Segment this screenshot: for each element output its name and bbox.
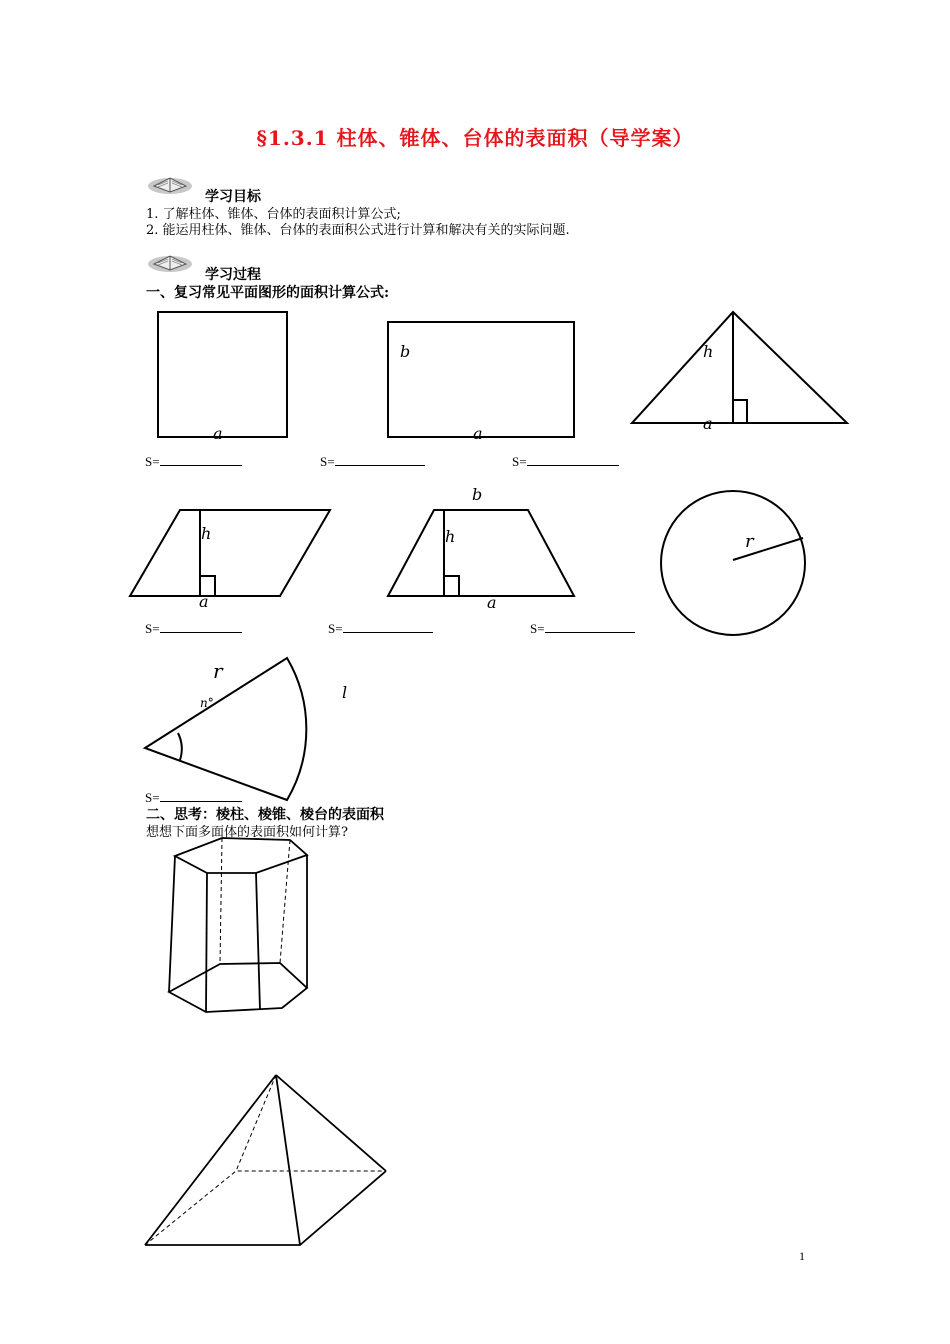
label-rect-a: a (473, 424, 483, 443)
sector-shape (145, 658, 306, 800)
sector-angle-arc (178, 733, 182, 760)
triangle-shape (632, 312, 847, 423)
area-line-square[interactable]: S= (145, 453, 242, 470)
label-sector-r: r (213, 659, 223, 683)
rectangle-shape (388, 322, 574, 437)
area-line-triangle[interactable]: S= (512, 453, 619, 470)
label-tri-h: h (703, 342, 714, 361)
process-heading: 学习过程 (205, 267, 261, 283)
goal-item-2: 2. 能运用柱体、锥体、台体的表面积公式进行计算和解决有关的实际问题. (146, 223, 570, 238)
page-title: §1.3.1 柱体、锥体、台体的表面积（导学案） (256, 126, 694, 150)
circle-radius (733, 538, 803, 560)
part2-heading: 二、思考：棱柱、棱锥、棱台的表面积 (146, 807, 384, 823)
goal-item-1: 1. 了解柱体、锥体、台体的表面积计算公式; (146, 207, 401, 222)
square-shape (158, 312, 287, 437)
label-circle-r: r (745, 531, 754, 552)
label-para-h: h (201, 524, 212, 543)
label-sector-n: n° (200, 696, 214, 710)
parallelogram-shape (130, 510, 330, 596)
page-number: 1 (799, 1249, 805, 1263)
right-angle-mark (444, 576, 459, 596)
area-line-trapezoid[interactable]: S= (328, 620, 433, 637)
right-angle-mark (733, 400, 747, 423)
label-tri-a: a (703, 414, 713, 433)
area-line-parallelogram[interactable]: S= (145, 620, 242, 637)
part1-heading: 一、复习常见平面图形的面积计算公式: (146, 285, 390, 301)
hexagonal-prism (169, 838, 307, 1012)
label-trap-h: h (445, 527, 456, 546)
goals-heading: 学习目标 (205, 189, 261, 205)
area-line-circle[interactable]: S= (530, 620, 635, 637)
square-pyramid (145, 1075, 386, 1245)
label-square-a: a (213, 424, 223, 443)
label-para-a: a (199, 592, 209, 611)
area-line-rectangle[interactable]: S= (320, 453, 425, 470)
circle-shape (661, 491, 805, 635)
area-line-sector[interactable]: S= (145, 789, 242, 806)
label-trap-a: a (487, 593, 497, 612)
label-rect-b: b (400, 342, 411, 361)
label-trap-b: b (472, 485, 483, 504)
thinking-question: 想想下面多面体的表面积如何计算? (146, 825, 348, 840)
label-sector-l: l (342, 683, 348, 702)
trapezoid-shape (388, 510, 574, 596)
